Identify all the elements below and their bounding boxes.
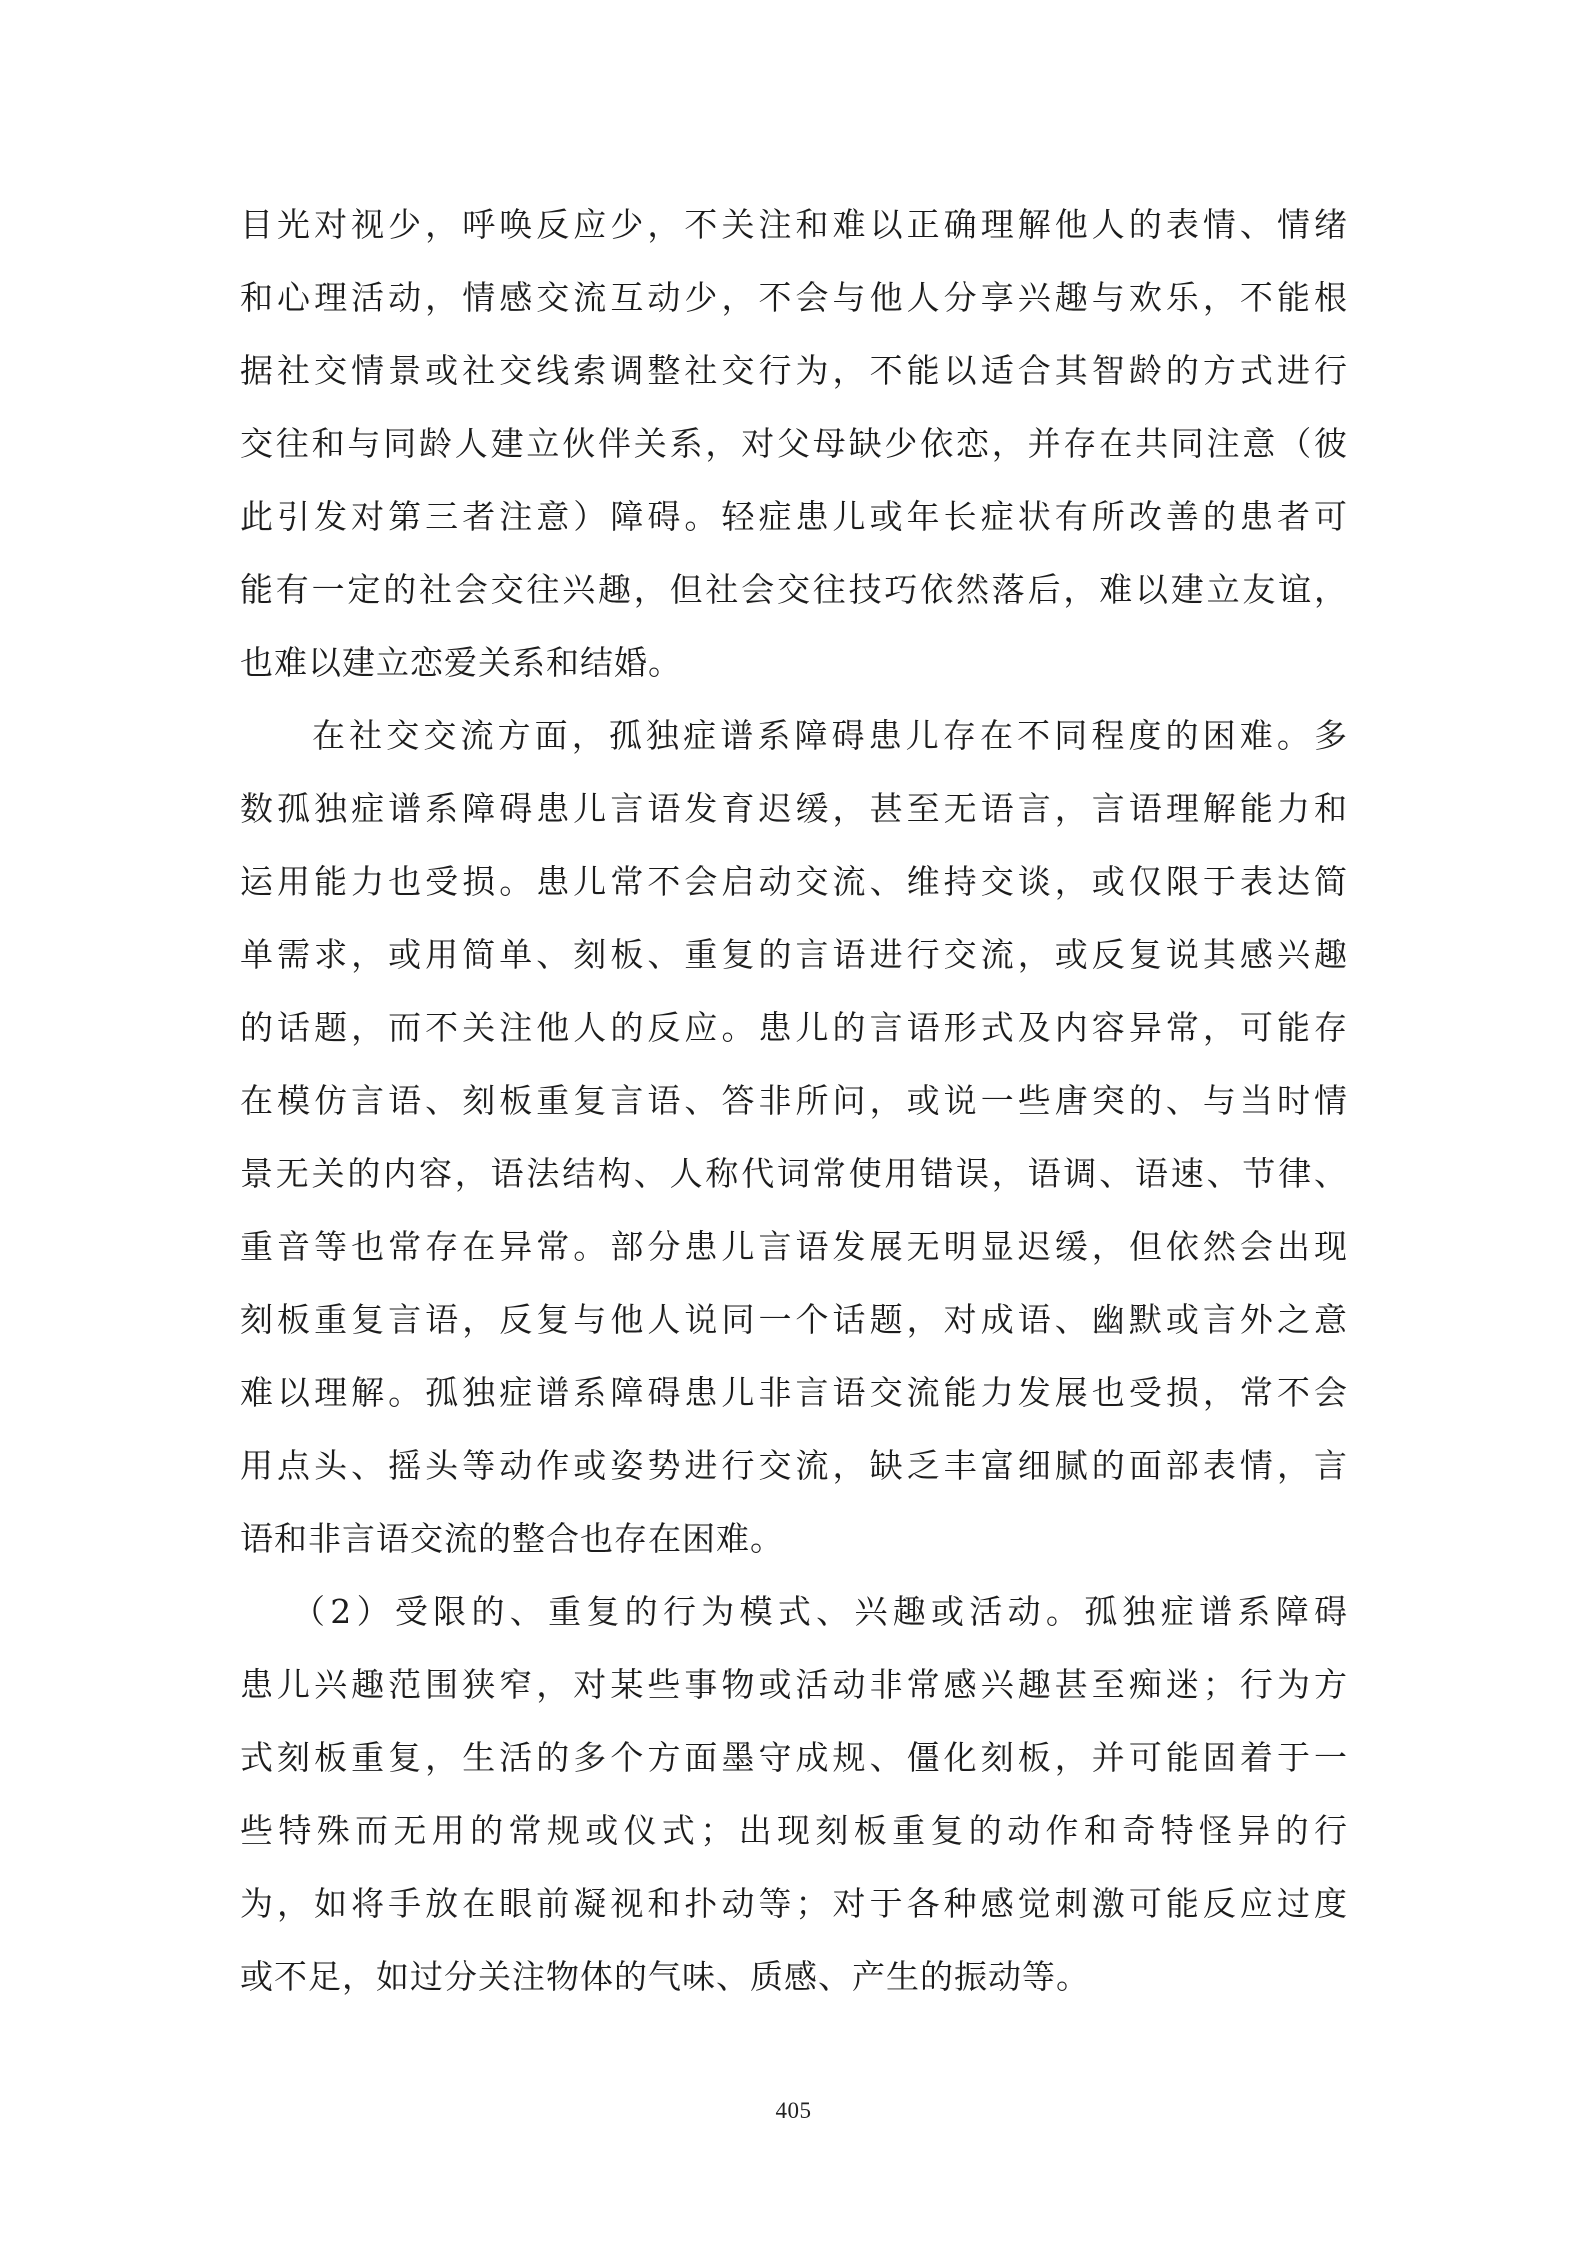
text-line: 语和非言语交流的整合也存在困难。	[240, 1519, 784, 1558]
paragraph	[240, 188, 1348, 699]
text-line: 数孤独症谱系障碍患儿言语发育迟缓，甚至无语言，言语理解能力和	[240, 789, 1348, 828]
paragraph	[240, 1575, 1348, 2013]
text-line: 此引发对第三者注意）障碍。轻症患儿或年长症状有所改善的患者可	[240, 497, 1348, 536]
text-line: 重音等也常存在异常。部分患儿言语发展无明显迟缓，但依然会出现	[240, 1227, 1348, 1266]
body-text	[240, 188, 1348, 2013]
text-line: 也难以建立恋爱关系和结婚。	[240, 643, 682, 682]
text-line: 的话题，而不关注他人的反应。患儿的言语形式及内容异常，可能存	[240, 1008, 1348, 1047]
text-line: 式刻板重复，生活的多个方面墨守成规、僵化刻板，并可能固着于一	[240, 1738, 1348, 1777]
text-line: 为，如将手放在眼前凝视和扑动等；对于各种感觉刺激可能反应过度	[240, 1884, 1348, 1923]
text-line: 能有一定的社会交往兴趣，但社会交往技巧依然落后，难以建立友谊，	[240, 570, 1348, 609]
text-line: 患儿兴趣范围狭窄，对某些事物或活动非常感兴趣甚至痴迷；行为方	[240, 1665, 1348, 1704]
text-line: 难以理解。孤独症谱系障碍患儿非言语交流能力发展也受损，常不会	[240, 1373, 1348, 1412]
text-line: （2）受限的、重复的行为模式、兴趣或活动。孤独症谱系障碍	[292, 1592, 1348, 1631]
text-line: 些特殊而无用的常规或仪式；出现刻板重复的动作和奇特怪异的行	[240, 1811, 1348, 1850]
text-line: 据社交情景或社交线索调整社交行为，不能以适合其智龄的方式进行	[240, 351, 1348, 390]
text-line: 或不足，如过分关注物体的气味、质感、产生的振动等。	[240, 1957, 1090, 1996]
text-line: 用点头、摇头等动作或姿势进行交流，缺乏丰富细腻的面部表情，言	[240, 1446, 1348, 1485]
text-line: 刻板重复言语，反复与他人说同一个话题，对成语、幽默或言外之意	[240, 1300, 1348, 1339]
text-line: 运用能力也受损。患儿常不会启动交流、维持交谈，或仅限于表达简	[240, 862, 1348, 901]
text-line: 目光对视少，呼唤反应少，不关注和难以正确理解他人的表情、情绪	[240, 205, 1348, 244]
text-line: 单需求，或用简单、刻板、重复的言语进行交流，或反复说其感兴趣	[240, 935, 1348, 974]
text-line: 景无关的内容，语法结构、人称代词常使用错误，语调、语速、节律、	[240, 1154, 1348, 1193]
page-number: 405	[775, 2098, 812, 2123]
paragraph	[240, 699, 1348, 1575]
text-line: 交往和与同龄人建立伙伴关系，对父母缺少依恋，并存在共同注意（彼	[240, 424, 1348, 463]
text-line: 在模仿言语、刻板重复言语、答非所问，或说一些唐突的、与当时情	[240, 1081, 1348, 1120]
text-line: 在社交交流方面，孤独症谱系障碍患儿存在不同程度的困难。多	[312, 716, 1348, 755]
text-line: 和心理活动，情感交流互动少，不会与他人分享兴趣与欢乐，不能根	[240, 278, 1348, 317]
